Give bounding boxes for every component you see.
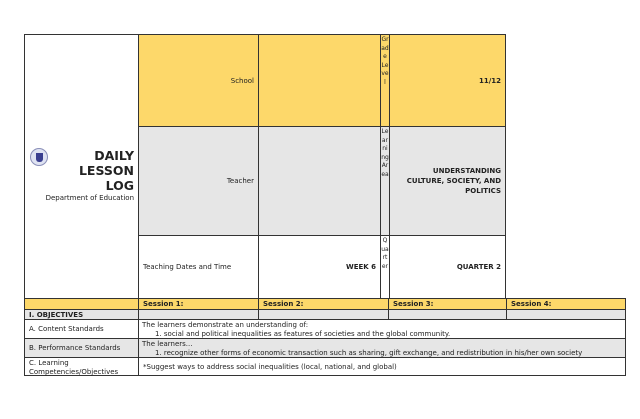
quarter-label: Quarter xyxy=(380,235,390,299)
title-line1: DAILY LESSON xyxy=(78,148,134,178)
session-1: Session 1: xyxy=(138,298,259,310)
title-line2: LOG xyxy=(105,178,134,193)
objectives-heading: I. OBJECTIVES xyxy=(24,309,139,320)
performance-line2: 1. recognize other forms of economic transaction such as sharing, gift exchange, and redistribution in his/her own society xyxy=(155,349,583,357)
learning-competencies-value: *Suggest ways to address social inequalities (local, national, and global) xyxy=(138,357,626,376)
performance-standards-value xyxy=(138,338,626,358)
dates-label: Teaching Dates and Time xyxy=(138,235,259,299)
session-4: Session 4: xyxy=(506,298,626,310)
performance-standards-label: B. Performance Standards xyxy=(24,338,139,358)
session-3: Session 3: xyxy=(388,298,507,310)
week-value: WEEK 6 xyxy=(258,235,381,299)
title xyxy=(40,148,134,203)
content-standards-value xyxy=(138,319,626,339)
content-line1: The learners demonstrate an understanding of: xyxy=(142,321,309,329)
content-standards-label: A. Content Standards xyxy=(24,319,139,339)
department: Department of Education xyxy=(45,194,134,202)
teacher-value[interactable] xyxy=(258,126,381,236)
school-value[interactable] xyxy=(258,34,381,127)
performance-line1: The learners... xyxy=(142,340,193,348)
grade-level-value: 11/12 xyxy=(389,34,506,127)
quarter-value: QUARTER 2 xyxy=(389,235,506,299)
school-label: School xyxy=(138,34,259,127)
learning-competencies-label: C. Learning Competencies/Objectives xyxy=(24,357,139,376)
session-2: Session 2: xyxy=(258,298,389,310)
teacher-label: Teacher xyxy=(138,126,259,236)
learning-area-value: UNDERSTANDING CULTURE, SOCIETY, AND POLITICS xyxy=(389,126,506,236)
content-line2: 1. social and political inequalities as features of societies and the global community. xyxy=(155,330,451,338)
grade-level-label: Grade Level xyxy=(380,34,390,127)
learning-area-label: Learning Area xyxy=(380,126,390,236)
